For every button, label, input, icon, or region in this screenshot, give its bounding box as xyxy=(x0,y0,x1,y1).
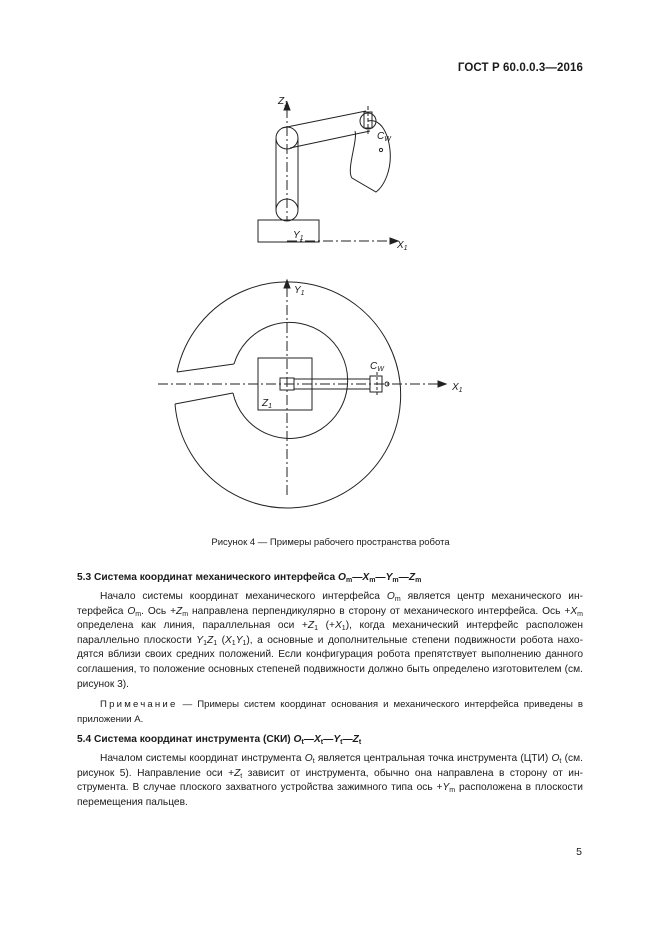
top-cw-label: $C_W$ xyxy=(377,131,391,143)
robot-side-view xyxy=(258,102,398,244)
plan-y-label: $Y_1$ xyxy=(294,285,305,297)
standard-header: ГОСТ Р 60.0.0.3—2016 xyxy=(457,62,583,74)
plan-x-label: $X_1$ xyxy=(452,382,463,394)
section-5-4-heading: 5.4 Система координат инструмента (СКИ) $O_t—X_t—Y_t—Z_t$ xyxy=(77,734,362,746)
robot-plan-view xyxy=(158,280,446,519)
figure-caption: Рисунок 4 — Примеры рабочего пространства робота xyxy=(211,537,450,548)
top-z-label: $Z_1$ xyxy=(278,96,289,108)
section-5-3-note: Примечание — Примеры систем координат основания и механического интерфейса приведены в приложении А. xyxy=(77,699,583,725)
plan-cw-label: $C_W$ xyxy=(370,361,384,373)
top-x-label: $X_1$ xyxy=(397,240,408,252)
section-5-4-paragraph: Началом системы координат инструмента $O_t$ является центральная точка инструмента (ЦТИ) $O_t$ (см. рисунок 5). Направление оси $+Z_t$ зависит от инструмента, обычно она направлена в сторону от ин-струмента. В случае плоского захватного устройства зажимного типа ось $+Y_m$ расположена в плоскости перемещения пальцев. xyxy=(77,753,583,808)
top-y-label: $Y_1$ xyxy=(293,230,304,242)
page-number: 5 xyxy=(576,846,582,858)
section-5-3-heading: 5.3 Система координат механического интерфейса $O_m—X_m—Y_m—Z_m$ xyxy=(77,572,422,584)
section-5-3-paragraph: Начало системы координат механического интерфейса $O_m$ является центр механического ин-терфейса $O_m$. Ось $+Z_m$ направлена перпендикулярно в сторону от механического интерфейса. Ось $+X_m$ определена как линия, параллельная оси $+Z_1$ $(+X_1)$, когда механический интерфейс расположен параллельно плоскости $Y_1Z_1$ $(X_1Y_1)$, а основные и дополнительные степени подвижности робота нахо-дятся вблизи своих средних положений. Если конфигурация робота препятствует выполнению данного соглашения, то положение основных степеней подвижности должно быть определено изготовителем (см. рисунок 3). xyxy=(77,591,583,690)
plan-z-label: $Z_1$ xyxy=(262,398,273,410)
